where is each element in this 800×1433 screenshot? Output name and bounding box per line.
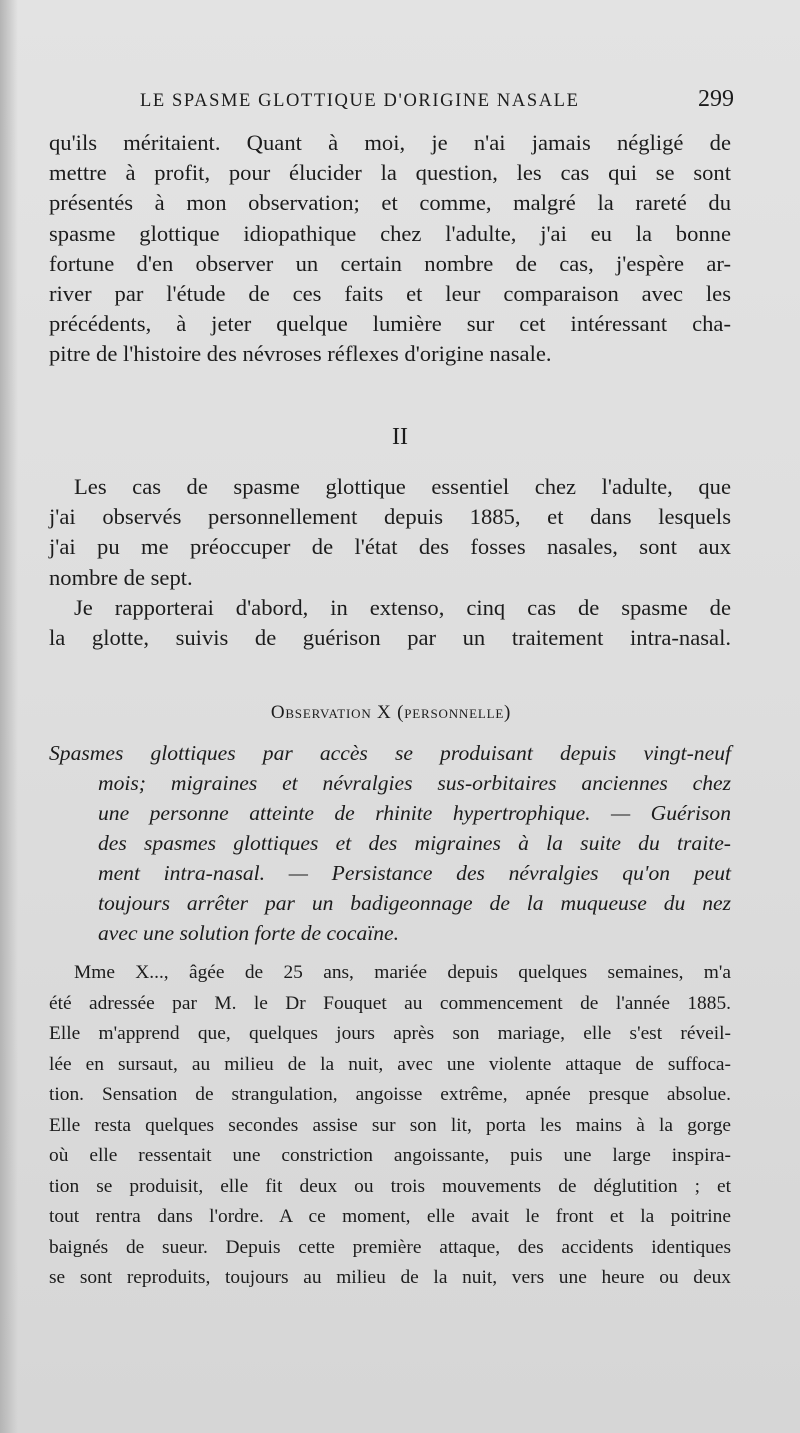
text-line: pitre de l'histoire des névroses réflexes d'origine nasale. bbox=[49, 341, 552, 367]
text-line: présentés à mon observation; et comme, malgré la rareté du bbox=[49, 190, 731, 216]
summary-line: avec une solution forte de cocaïne. bbox=[98, 921, 400, 945]
case-line: baignés de sueur. Depuis cette première attaque, des accidents identiques bbox=[49, 1236, 731, 1258]
summary-line: mois; migraines et névralgies sus-orbitaires anciennes chez bbox=[98, 771, 731, 795]
case-line: tion se produisit, elle fit deux ou trois mouvements de déglutition ; et bbox=[49, 1175, 731, 1197]
case-line: Mme X..., âgée de 25 ans, mariée depuis quelques semaines, m'a bbox=[74, 962, 731, 983]
case-line: été adressée par M. le Dr Fouquet au commencement de l'année 1885. bbox=[49, 992, 731, 1014]
text-line: river par l'étude de ces faits et leur comparaison avec les bbox=[49, 281, 731, 307]
page-number: 299 bbox=[698, 86, 734, 112]
text-line: fortune d'en observer un certain nombre de cas, j'espère ar- bbox=[49, 250, 731, 276]
text-line: Les cas de spasme glottique essentiel chez l'adulte, que bbox=[74, 474, 731, 499]
text-line: qu'ils méritaient. Quant à moi, je n'ai jamais négligé de bbox=[49, 130, 731, 155]
section-number: II bbox=[392, 424, 408, 450]
summary-line: des spasmes glottiques et des migraines à la suite du traite- bbox=[98, 831, 731, 855]
section-paragraph bbox=[49, 472, 731, 653]
text-line: la glotte, suivis de guérison par un traitement intra-nasal. bbox=[49, 625, 731, 651]
observation-summary bbox=[49, 738, 731, 948]
text-line: spasme glottique idiopathique chez l'adulte, j'ai eu la bonne bbox=[49, 220, 731, 246]
text-line: j'ai pu me préoccuper de l'état des fosses nasales, sont aux bbox=[49, 534, 731, 560]
text-line: mettre à profit, pour élucider la question, les cas qui se sont bbox=[49, 160, 731, 186]
intro-paragraph bbox=[49, 128, 731, 370]
case-line: où elle ressentait une constriction angoissante, puis une large inspira- bbox=[49, 1145, 731, 1166]
observation-heading: Observation X (personnelle) bbox=[270, 702, 512, 723]
text-line: j'ai observés personnellement depuis 1885, et dans lesquels bbox=[49, 504, 731, 530]
case-line: tion. Sensation de strangulation, angoisse extrême, apnée presque absolue. bbox=[49, 1084, 731, 1105]
text-line: nombre de sept. bbox=[49, 564, 193, 590]
running-head bbox=[140, 86, 734, 113]
text-line: précédents, à jeter quelque lumière sur cet intéressant cha- bbox=[49, 311, 731, 337]
case-line: Elle resta quelques secondes assise sur son lit, porta les mains à la gorge bbox=[49, 1114, 731, 1136]
running-title: LE SPASME GLOTTIQUE D'ORIGINE NASALE bbox=[140, 91, 580, 111]
summary-line: Spasmes glottiques par accès se produisant depuis vingt-neuf bbox=[49, 741, 731, 765]
summary-line: une personne atteinte de rhinite hypertrophique. — Guérison bbox=[98, 801, 731, 825]
case-paragraph bbox=[49, 958, 731, 1294]
case-line: lée en sursaut, au milieu de la nuit, avec une violente attaque de suffoca- bbox=[49, 1053, 731, 1075]
summary-line: ment intra-nasal. — Persistance des névralgies qu'on peut bbox=[98, 861, 731, 885]
case-line: se sont reproduits, toujours au milieu de la nuit, vers une heure ou deux bbox=[49, 1267, 731, 1288]
text-line: Je rapporterai d'abord, in extenso, cinq cas de spasme de bbox=[74, 594, 731, 620]
case-line: tout rentra dans l'ordre. A ce moment, elle avait le front et la poitrine bbox=[49, 1206, 731, 1227]
summary-line: toujours arrêter par un badigeonnage de la muqueuse du nez bbox=[98, 891, 731, 915]
case-line: Elle m'apprend que, quelques jours après son mariage, elle s'est réveil- bbox=[49, 1023, 731, 1044]
